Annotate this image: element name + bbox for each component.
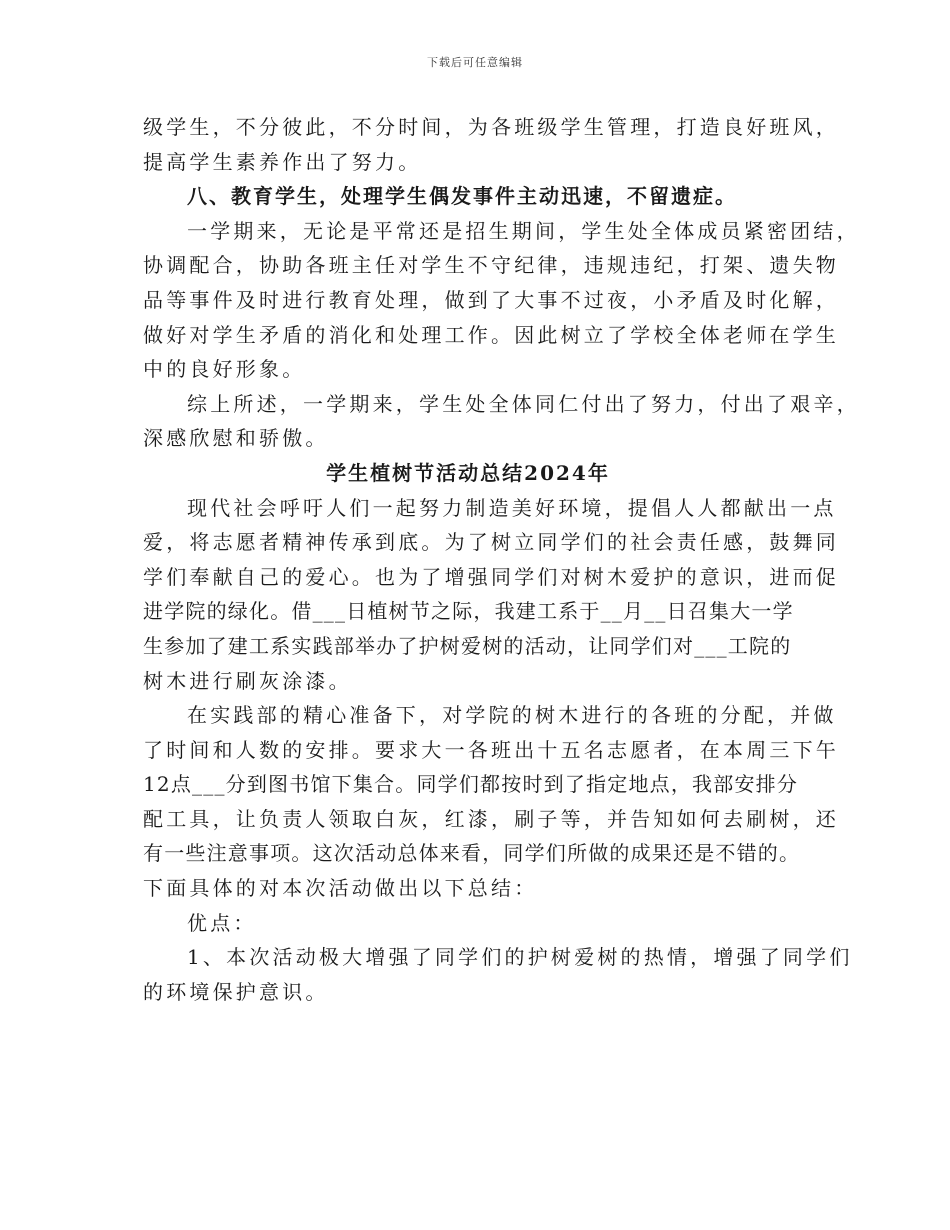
paragraph-line: 深感欣慰和骄傲。: [143, 426, 329, 451]
paragraph-line: 进学院的绿化。借___日植树节之际，我建工系于__月__日召集大一学: [143, 599, 794, 624]
section-heading: 八、教育学生，处理学生偶发事件主动迅速，不留遗症。: [187, 184, 737, 209]
paragraph-line: 优点：: [187, 910, 257, 935]
paragraph-line: 提高学生素养作出了努力。: [143, 149, 422, 174]
paragraph-line: 协调配合，协助各班主任对学生不守纪律，违规违纪，打架、遗失物: [143, 253, 839, 278]
paragraph-line: 了时间和人数的安排。要求大一各班出十五名志愿者，在本周三下午: [143, 737, 839, 762]
paragraph-line: 做好对学生矛盾的消化和处理工作。因此树立了学校全体老师在学生: [143, 322, 839, 347]
paragraph-line: 的环境保护意识。: [143, 979, 329, 1004]
paragraph-line: 学们奉献自己的爱心。也为了增强同学们对树木爱护的意识，进而促: [143, 564, 839, 589]
paragraph-line: 现代社会呼吁人们一起努力制造美好环境，提倡人人都献出一点: [187, 495, 837, 520]
paragraph-line: 生参加了建工系实践部举办了护树爱树的活动，让同学们对___工院的: [143, 633, 792, 658]
document-body: [143, 110, 860, 1009]
page-header-note: 下载后可任意编辑: [427, 56, 523, 69]
paragraph-line: 有一些注意事项。这次活动总体来看，同学们所做的成果还是不错的。: [143, 841, 801, 866]
paragraph-line: 树木进行刷灰涂漆。: [143, 668, 352, 693]
paragraph-line: 下面具体的对本次活动做出以下总结：: [143, 876, 538, 901]
paragraph-line: 级学生，不分彼此，不分时间，为各班级学生管理，打造良好班风，: [143, 115, 839, 139]
paragraph-line: 12点___分到图书馆下集合。同学们都按时到了指定地点，我部安排分: [143, 772, 799, 797]
paragraph-line: 一学期来，无论是平常还是招生期间，学生处全体成员紧密团结，: [187, 218, 860, 243]
paragraph-line: 爱，将志愿者精神传承到底。为了树立同学们的社会责任感，鼓舞同: [143, 530, 839, 555]
paragraph-line: 配工具，让负责人领取白灰，红漆，刷子等，并告知如何去刷树，还: [143, 806, 839, 831]
paragraph-line: 中的良好形象。: [143, 357, 306, 382]
paragraph-line: 在实践部的精心准备下，对学院的树木进行的各班的分配，并做: [187, 703, 837, 728]
document-title: 学生植树节活动总结2024年: [326, 460, 610, 485]
paragraph-line: 品等事件及时进行教育处理，做到了大事不过夜，小矛盾及时化解，: [143, 287, 839, 312]
paragraph-line: 综上所述，一学期来，学生处全体同仁付出了努力，付出了艰辛，: [187, 391, 860, 416]
paragraph-line: 1、本次活动极大增强了同学们的护树爱树的热情，增强了同学们: [187, 945, 853, 970]
